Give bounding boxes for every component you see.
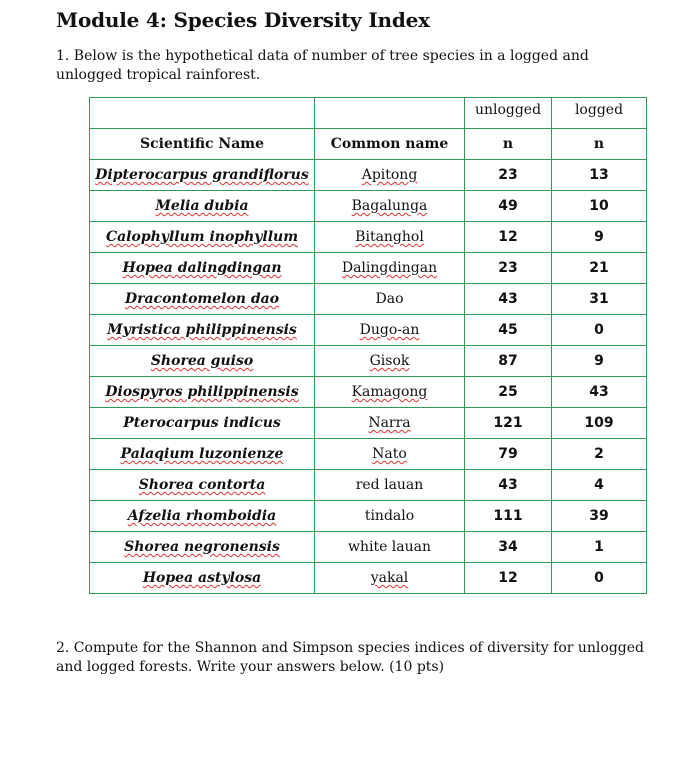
group-header-blank [315, 98, 465, 129]
table-row [90, 346, 647, 377]
logged-count: 4 [552, 470, 647, 501]
table-row [90, 160, 647, 191]
common-name-cell [315, 563, 465, 594]
common-name: Dao [375, 291, 404, 307]
scientific-name-cell [90, 532, 315, 563]
logged-count: 1 [552, 532, 647, 563]
logged-count: 0 [552, 315, 647, 346]
scientific-name-cell [90, 470, 315, 501]
unlogged-count: 12 [465, 222, 552, 253]
table-row [90, 439, 647, 470]
logged-count: 9 [552, 346, 647, 377]
scientific-name: Dipterocarpus grandiflorus [95, 167, 309, 183]
common-name: Dugo-an [359, 322, 420, 338]
scientific-name-cell [90, 222, 315, 253]
logged-count: 10 [552, 191, 647, 222]
common-name: tindalo [364, 508, 415, 524]
scientific-name-cell [90, 377, 315, 408]
common-name: Kamagong [351, 384, 428, 400]
scientific-name-cell [90, 284, 315, 315]
common-name-cell [315, 253, 465, 284]
table-row [90, 501, 647, 532]
scientific-name: Dracontomelon dao [124, 291, 280, 307]
common-name-cell [315, 191, 465, 222]
header-logged-n: n [552, 129, 647, 160]
scientific-name-cell [90, 346, 315, 377]
table-row [90, 191, 647, 222]
logged-count: 21 [552, 253, 647, 284]
common-name-cell [315, 532, 465, 563]
common-name-cell [315, 439, 465, 470]
common-name-cell [315, 160, 465, 191]
table-row [90, 284, 647, 315]
question-2: 2. Compute for the Shannon and Simpson species indices of diversity for unlogged and logged forests. Write your answers below. (10 pts) [56, 640, 644, 675]
table-row [90, 470, 647, 501]
logged-count: 39 [552, 501, 647, 532]
group-header-logged: logged [552, 98, 647, 129]
table-row [90, 532, 647, 563]
scientific-name: Pterocarpus indicus [123, 415, 281, 431]
group-header-blank [90, 98, 315, 129]
scientific-name: Shorea negronensis [124, 539, 280, 555]
unlogged-count: 111 [465, 501, 552, 532]
group-header-unlogged: unlogged [465, 98, 552, 129]
scientific-name-cell [90, 563, 315, 594]
unlogged-count: 121 [465, 408, 552, 439]
common-name-cell [315, 222, 465, 253]
common-name-cell [315, 377, 465, 408]
common-name: yakal [370, 570, 409, 586]
unlogged-count: 79 [465, 439, 552, 470]
common-name-cell [315, 346, 465, 377]
common-name: Nato [372, 446, 407, 462]
scientific-name: Myristica philippinensis [107, 322, 297, 338]
scientific-name-cell [90, 253, 315, 284]
unlogged-count: 87 [465, 346, 552, 377]
scientific-name: Hopea astylosa [142, 570, 262, 586]
unlogged-count: 23 [465, 253, 552, 284]
column-header-row [90, 129, 647, 160]
logged-count: 43 [552, 377, 647, 408]
scientific-name: Diospyros philippinensis [105, 384, 299, 400]
group-header-row [90, 98, 647, 129]
scientific-name-cell [90, 408, 315, 439]
common-name: Dalingdingan [341, 260, 438, 276]
scientific-name: Calophyllum inophyllum [105, 229, 299, 245]
unlogged-count: 34 [465, 532, 552, 563]
unlogged-count: 43 [465, 470, 552, 501]
logged-count: 109 [552, 408, 647, 439]
scientific-name-cell [90, 439, 315, 470]
unlogged-count: 45 [465, 315, 552, 346]
table-row [90, 222, 647, 253]
scientific-name: Melia dubia [155, 198, 249, 214]
scientific-name: Afzelia rhomboidia [127, 508, 277, 524]
table-row [90, 377, 647, 408]
common-name: Apitong [361, 167, 418, 183]
scientific-name: Shorea contorta [138, 477, 266, 493]
table-row [90, 315, 647, 346]
logged-count: 9 [552, 222, 647, 253]
table-row [90, 563, 647, 594]
logged-count: 13 [552, 160, 647, 191]
unlogged-count: 49 [465, 191, 552, 222]
header-common-name: Common name [315, 129, 465, 160]
logged-count: 0 [552, 563, 647, 594]
common-name-cell [315, 470, 465, 501]
logged-count: 31 [552, 284, 647, 315]
unlogged-count: 25 [465, 377, 552, 408]
header-scientific-name: Scientific Name [90, 129, 315, 160]
logged-count: 2 [552, 439, 647, 470]
page-title: Module 4: Species Diversity Index [56, 8, 430, 32]
unlogged-count: 43 [465, 284, 552, 315]
common-name: white lauan [347, 539, 432, 555]
question-1: 1. Below is the hypothetical data of number of tree species in a logged and unlogged tropical rainforest. [56, 48, 589, 83]
unlogged-count: 12 [465, 563, 552, 594]
scientific-name: Hopea dalingdingan [122, 260, 282, 276]
header-unlogged-n: n [465, 129, 552, 160]
common-name-cell [315, 284, 465, 315]
scientific-name-cell [90, 315, 315, 346]
unlogged-count: 23 [465, 160, 552, 191]
common-name-cell [315, 315, 465, 346]
common-name: Bitanghol [355, 229, 424, 245]
common-name: Narra [368, 415, 411, 431]
scientific-name-cell [90, 501, 315, 532]
table-row [90, 253, 647, 284]
scientific-name-cell [90, 160, 315, 191]
common-name: red lauan [355, 477, 424, 493]
scientific-name-cell [90, 191, 315, 222]
species-table [89, 97, 647, 594]
common-name-cell [315, 408, 465, 439]
common-name: Bagalunga [351, 198, 428, 214]
common-name-cell [315, 501, 465, 532]
scientific-name: Shorea guiso [150, 353, 254, 369]
scientific-name: Palaqium luzonienze [120, 446, 284, 462]
table-row [90, 408, 647, 439]
common-name: Gisok [369, 353, 410, 369]
